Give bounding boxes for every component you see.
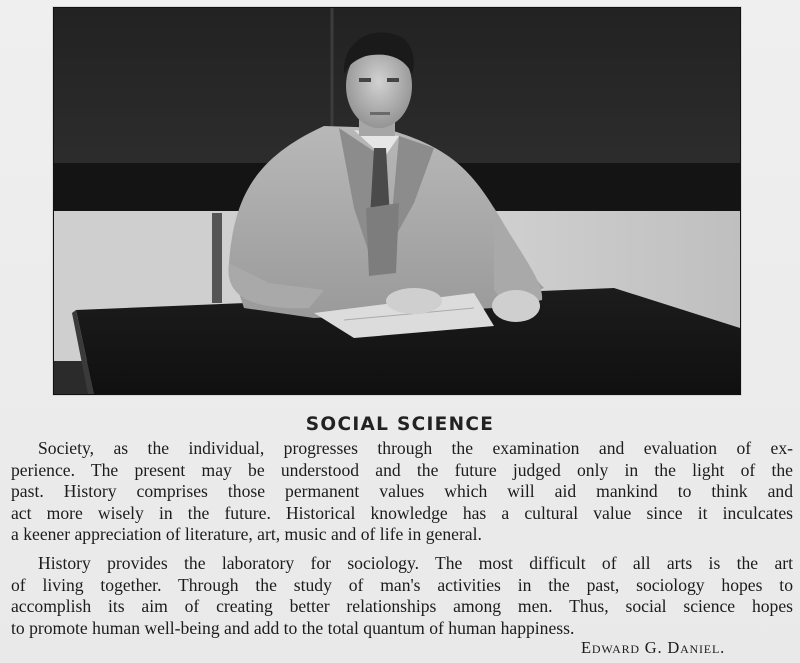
- paragraph-one-line: a keener appreciation of literature, art, music and of life in general.: [11, 524, 482, 544]
- paragraph-one-line: past. History comprises those permanent values which will aid mankind to think and: [11, 481, 793, 501]
- paragraph-two-line: accomplish its aim of creating better relationships among men. Thus, social science hopes: [11, 596, 793, 616]
- paragraph-one-line: Society, as the individual, progresses through the examination and evaluation of ex-: [38, 438, 793, 458]
- paragraph-two-line: to promote human well-being and add to the total quantum of human happiness.: [11, 617, 575, 638]
- teacher-portrait-photo: [53, 7, 741, 395]
- paragraph-two-line: History provides the laboratory for sociology. The most difficult of all arts is the art: [38, 553, 793, 573]
- paragraph-one-line: perience. The present may be understood and the future judged only in the light of the: [11, 459, 793, 480]
- paragraph-two: [11, 553, 793, 639]
- portrait-illustration: [54, 8, 740, 394]
- author-signature: Edward G. Daniel.: [581, 638, 725, 657]
- paragraph-one: [11, 438, 793, 546]
- section-heading: SOCIAL SCIENCE: [305, 414, 495, 435]
- paragraph-one-line: act more wisely in the future. Historical knowledge has a cultural value since it inculcates: [11, 502, 793, 523]
- paragraph-two-line: of living together. Through the study of man's activities in the past, sociology hopes to: [11, 574, 793, 595]
